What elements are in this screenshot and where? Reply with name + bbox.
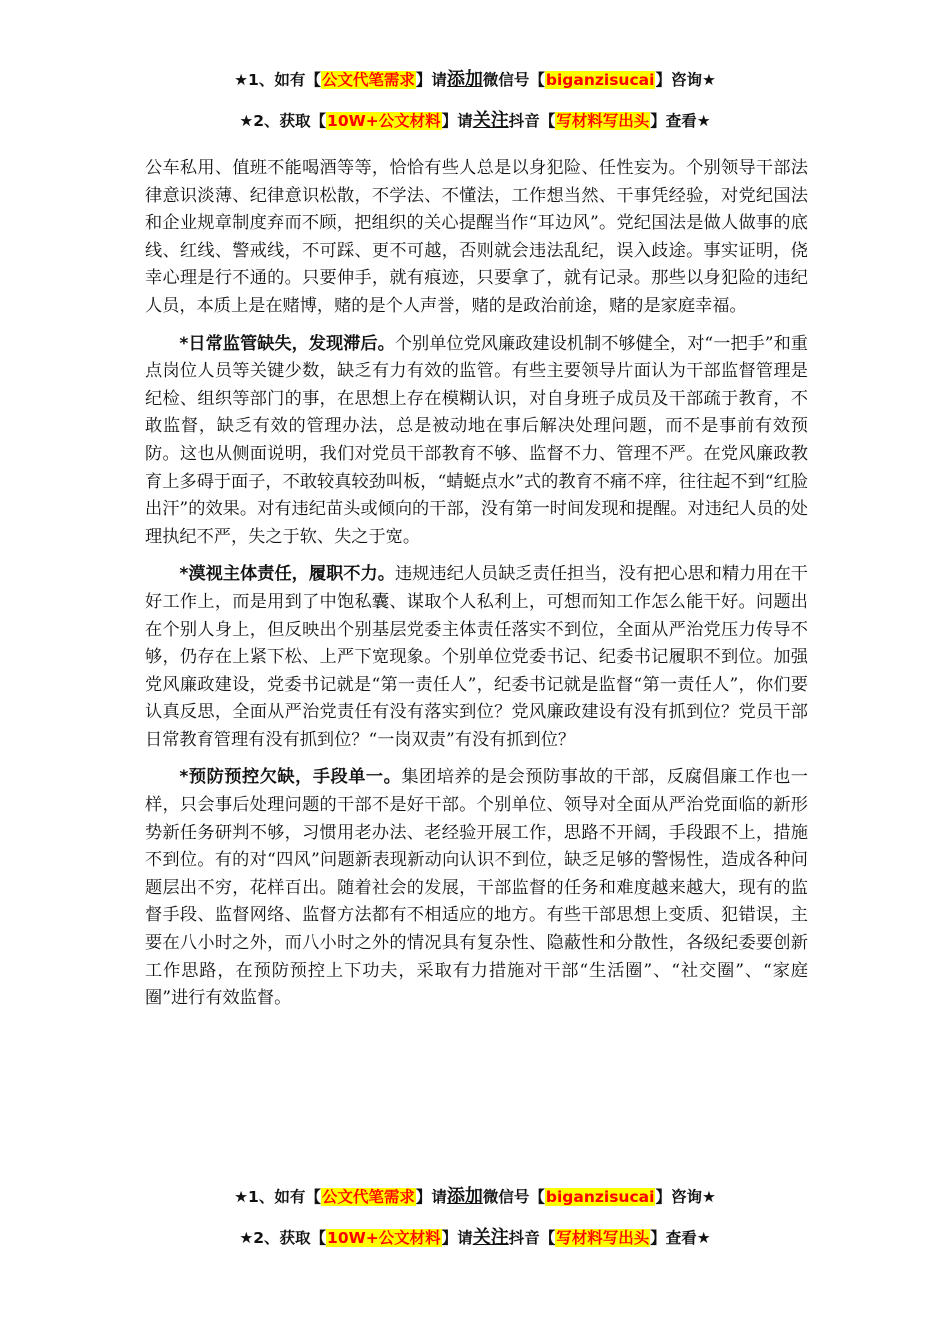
banner-prefix: ★1、如有【 <box>234 1188 321 1206</box>
paragraph-text: 个别单位党风廉政建设机制不够健全，对“一把手”和重点岗位人员等关键少数，缺乏有力有效的监管。有些主要领导片面认为干部监督管理是纪检、组织等部门的事，在思想上存在模糊认识，对自身班子成员及干部疏于教育，不敢监督，缺乏有效的管理办法，总是被动地在事后解决处理问题，而不是事前有效预防。这也从侧面说明，我们对党员干部教育不够、监督不力、管理不严。在党风廉政教育上多碍于面子，不敢较真较劲叫板，“蜻蜓点水”式的教育不痛不痒，往往起不到“红脸出汗”的效果。对有违纪苗头或倾向的干部，没有第一时间发现和提醒。对违纪人员的处理执纪不严，失之于软、失之于宽。 <box>145 333 808 547</box>
banner-text: 】请 <box>415 1188 447 1206</box>
banner-highlight: 10W+公文材料 <box>327 112 441 130</box>
banner-prefix: ★1、如有【 <box>234 71 321 89</box>
paragraph-text: 违规违纪人员缺乏责任担当，没有把心思和精力用在干好工作上，而是用到了中饱私囊、谋取个人私利上，可想而知工作怎么能干好。问题出在个别人身上，但反映出个别基层党委主体责任落实不到位，全面从严治党压力传导不够，仍存在上紧下松、上严下宽现象。个别单位党委书记、纪委书记履职不到位。加强党风廉政建设，党委书记就是“第一责任人”，纪委书记就是监督“第一责任人”，你们要认真反思，全面从严治党责任有没有落实到位？党风廉政建设有没有抓到位？党员干部日常教育管理有没有抓到位？“一岗双责”有没有抓到位？ <box>145 564 808 750</box>
douyin-id-highlight: 写材料写出头 <box>556 112 650 130</box>
paragraph-2 <box>145 331 808 552</box>
paragraph-text: 集团培养的是会预防事故的干部，反腐倡廉工作也一样，只会事后处理问题的干部不是好干部。个别单位、领导对全面从严治党面临的新形势新任务研判不够，习惯用老办法、老经验开展工作，思路不开阔，手段跟不上，措施不到位。有的对“四风”问题新表现新动向认识不到位，缺乏足够的警惕性，造成各种问题层出不穷，花样百出。随着社会的发展，干部监督的任务和难度越来越大，现有的监督手段、监督网络、监督方法都有不相适应的地方。有些干部思想上变质、犯错误，主要在八小时之外，而八小时之外的情况具有复杂性、隐蔽性和分散性，各级纪委要创新工作思路，在预防预控上下功夫，采取有力措施对干部“生活圈”、“社交圈”、“家庭圈”进行有效监督。 <box>145 767 808 1009</box>
banner-prefix: ★2、获取【 <box>239 112 327 130</box>
douyin-id-highlight: 写材料写出头 <box>556 1229 650 1247</box>
wechat-id-highlight: biganzisucai <box>545 1188 655 1206</box>
paragraph-heading: *漠视主体责任，履职不力。 <box>179 564 395 585</box>
banner-suffix: 】咨询★ <box>655 1188 716 1206</box>
banner-text: 】请 <box>441 1229 473 1247</box>
banner-suffix: 】咨询★ <box>655 71 716 89</box>
banner-prefix: ★2、获取【 <box>239 1229 327 1247</box>
paragraph-heading: *日常监管缺失，发现滞后。 <box>179 333 395 354</box>
banner-text: 抖音【 <box>508 112 556 130</box>
paragraph-1: 公车私用、值班不能喝酒等等，恰恰有些人总是以身犯险、任性妄为。个别领导干部法律意识淡薄、纪律意识松散，不学法、不懂法，工作想当然、干事凭经验，对党纪国法和企业规章制度弃而不顾，把组织的关心提醒当作“耳边风”。党纪国法是做人做事的底线、红线、警戒线，不可踩、更不可越，否则就会违法乱纪，误入歧途。事实证明，侥幸心理是行不通的。只要伸手，就有痕迹，只要拿了，就有记录。那些以身犯险的违纪人员，本质上是在赌博，赌的是个人声誉，赌的是政治前途，赌的是家庭幸福。 <box>145 158 808 316</box>
paragraph-heading: *预防预控欠缺，手段单一。 <box>179 767 402 788</box>
banner-suffix: 】查看★ <box>650 112 711 130</box>
banner-highlight: 公文代笔需求 <box>321 71 415 89</box>
banner-suffix: 】查看★ <box>650 1229 711 1247</box>
banner-highlight: 10W+公文材料 <box>327 1229 441 1247</box>
banner-text: 抖音【 <box>508 1229 556 1247</box>
banner-text: 】请 <box>415 71 447 89</box>
paragraph-4 <box>145 764 808 1012</box>
banner-text: 微信号【 <box>482 1188 545 1206</box>
document-body <box>145 155 808 1023</box>
footer-banner-line-2 <box>0 1225 950 1251</box>
wechat-id-highlight: biganzisucai <box>545 71 655 89</box>
header-banner-line-2 <box>0 108 950 134</box>
banner-emphasis: 关注 <box>472 110 509 131</box>
paragraph-3 <box>145 561 808 754</box>
banner-text: 】请 <box>441 112 473 130</box>
banner-emphasis: 关注 <box>472 1227 509 1248</box>
header-banner-line-1 <box>0 67 950 93</box>
banner-highlight: 公文代笔需求 <box>321 1188 415 1206</box>
banner-text: 微信号【 <box>482 71 545 89</box>
banner-emphasis: 添加 <box>446 1186 483 1207</box>
banner-emphasis: 添加 <box>446 69 483 90</box>
footer-banner-line-1 <box>0 1184 950 1210</box>
